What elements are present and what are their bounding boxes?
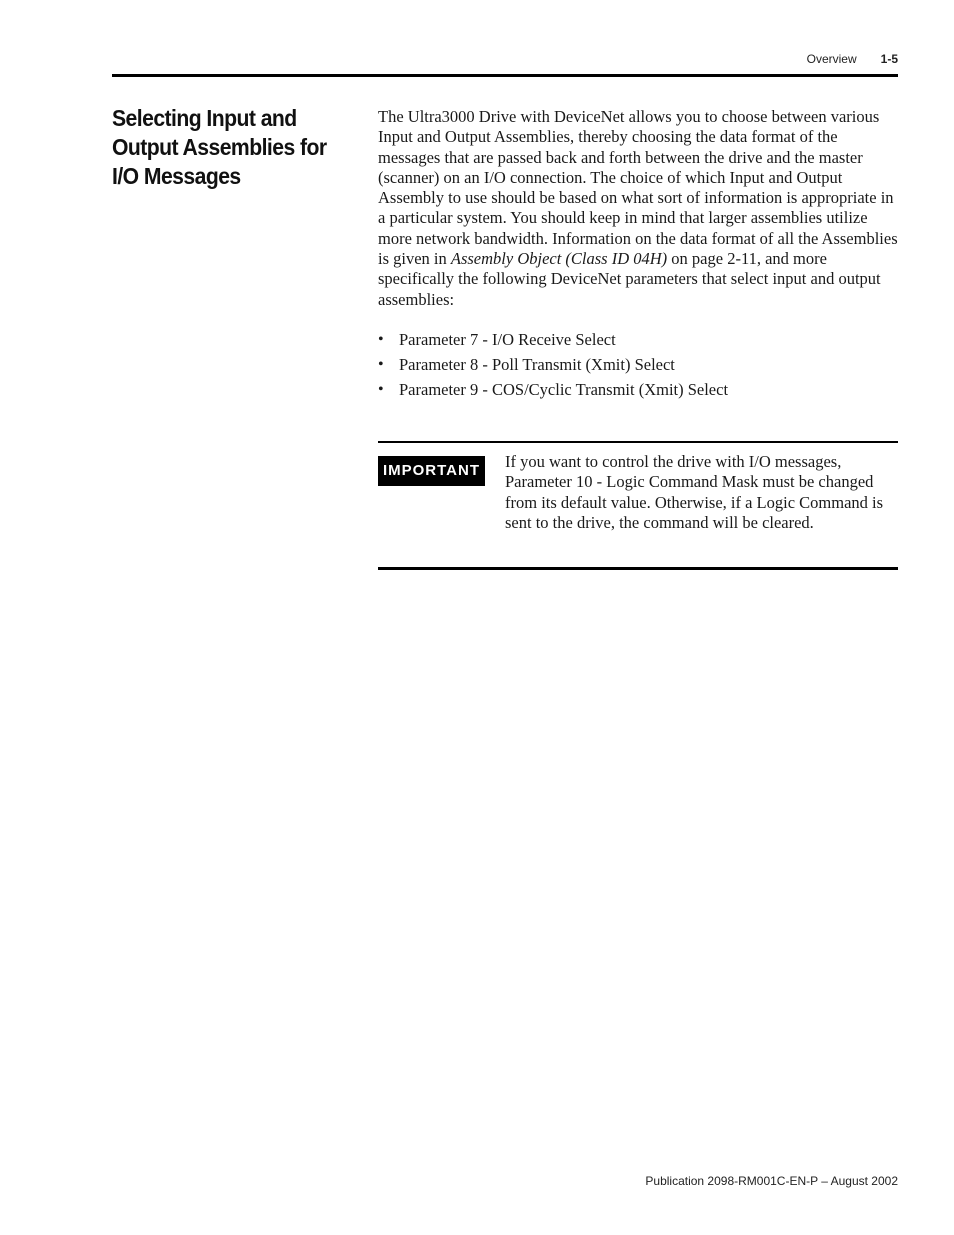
running-head [807,52,898,66]
list-item-text: Parameter 9 - COS/Cyclic Transmit (Xmit) Select [399,379,729,399]
list-item [378,355,898,380]
important-label: IMPORTANT [378,456,485,486]
publication-footer: Publication 2098-RM001C-EN-P – August 2002 [645,1174,898,1188]
assembly-object-reference: Assembly Object (Class ID 04H) [450,249,668,269]
intro-text-before: The Ultra3000 Drive with DeviceNet allows you to choose between various Input and Output Assemblies, thereby choosing the data format of the messages that are passed back and forth between the drive and the master (scanner) on an I/O connection. The choice of which Input and Output Assembly to use should be based on what sort of information is appropriate in a particular system. You should keep in mind that larger assemblies utilize more network bandwidth. Information on the data format of all the Assemblies is given in [378,107,898,269]
page-number: 1-5 [880,52,898,66]
bullet-icon: • [378,330,384,348]
list-item [378,330,898,355]
body-column [378,107,898,405]
list-item-text: Parameter 7 - I/O Receive Select [399,329,616,349]
important-note [378,441,898,570]
running-head-section: Overview [806,52,857,66]
bullet-icon: • [378,355,384,373]
header-rule [112,74,898,77]
section-heading: Selecting Input and Output Assemblies for I/O Messages [112,105,327,189]
intro-text-after: on page 2-11, and more specifically the following DeviceNet parameters that select input and output assemblies: [378,249,881,309]
bullet-icon: • [378,380,384,398]
parameter-list [378,330,898,405]
list-item [378,380,898,405]
intro-paragraph [378,107,898,310]
list-item-text: Parameter 8 - Poll Transmit (Xmit) Select [399,354,675,374]
important-text: If you want to control the drive with I/O messages, Parameter 10 - Logic Command Mask must be changed from its default value. Otherwise, if a Logic Command is sent to the drive, the command will be cleared. [505,452,884,532]
